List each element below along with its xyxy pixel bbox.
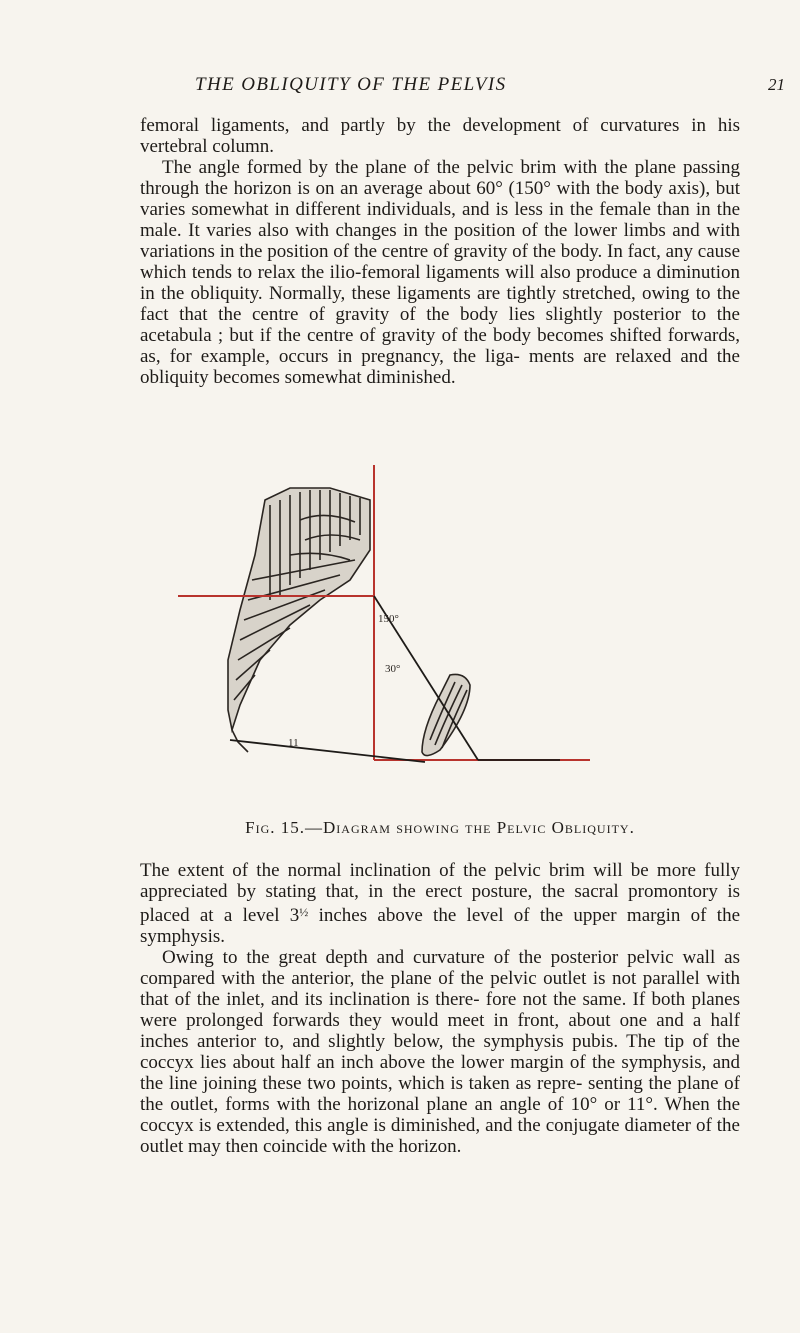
paragraph-1: femoral ligaments, and partly by the development of curvatures in his vertebral column. bbox=[140, 115, 740, 157]
page-header bbox=[0, 74, 800, 104]
body-text-top bbox=[140, 115, 740, 388]
pelvic-obliquity-diagram bbox=[140, 460, 760, 820]
symphysis-illustration bbox=[422, 674, 470, 755]
outlet-plane bbox=[230, 740, 425, 762]
angle-11-label: 11 bbox=[288, 737, 299, 749]
sacrum-illustration bbox=[228, 488, 370, 752]
paragraph-3 bbox=[140, 860, 740, 947]
body-text-bottom bbox=[140, 860, 740, 1157]
paragraph-2: The angle formed by the plane of the pelvic brim with the plane passing through the horizon is on an average about 60° (150° with the body axis), but varies somewhat in different individuals, and is less in the female than in the male. It varies also with changes in the position of the lower limbs and with variations in the position of the centre of gravity of the body. In fact, any cause which tends to relax the ilio-femoral ligaments will also produce a diminution in the obliquity. Normally, these ligaments are tightly stretched, owing to the fact that the centre of gravity of the body lies slightly posterior to the acetabula ; but if the centre of gravity of the body becomes shifted forwards, as, for example, occurs in pregnancy, the liga- ments are relaxed and the obliquity becomes somewhat diminished. bbox=[140, 157, 740, 388]
angle-150-label: 150° bbox=[378, 613, 399, 625]
page-number: 21 bbox=[768, 75, 785, 94]
paragraph-4: Owing to the great depth and curvature of the posterior pelvic wall as compared with the anterior, the plane of the pelvic outlet is not parallel with that of the inlet, and its inclination is there- fore not the same. If both planes were prolonged forwards they would meet in front, about one and a half inches anterior to, and slightly below, the symphysis pubis. The tip of the coccyx lies about half an inch above the lower margin of the symphysis, and the line joining these two points, which is taken as repre- senting the plane of the outlet, forms with the horizonal plane an angle of 10° or 11°. When the coccyx is extended, this angle is diminished, and the conjugate diameter of the outlet may then coincide with the horizon. bbox=[140, 947, 740, 1157]
angle-30-label: 30° bbox=[385, 663, 401, 675]
paragraph-3-end: inches above the level of the upper margin of the symphysis. bbox=[140, 905, 740, 947]
fraction-half: ½ bbox=[299, 905, 309, 919]
running-head: THE OBLIQUITY OF THE PELVIS bbox=[195, 74, 507, 95]
figure-caption: Fig. 15.—Diagram showing the Pelvic Obliquity. bbox=[245, 818, 635, 837]
paragraph-3-start: The extent of the normal inclination of the pelvic brim will be more fully appreciated by stating that, in the erect posture, the sacral promontory is placed at a level 3 bbox=[140, 860, 740, 926]
